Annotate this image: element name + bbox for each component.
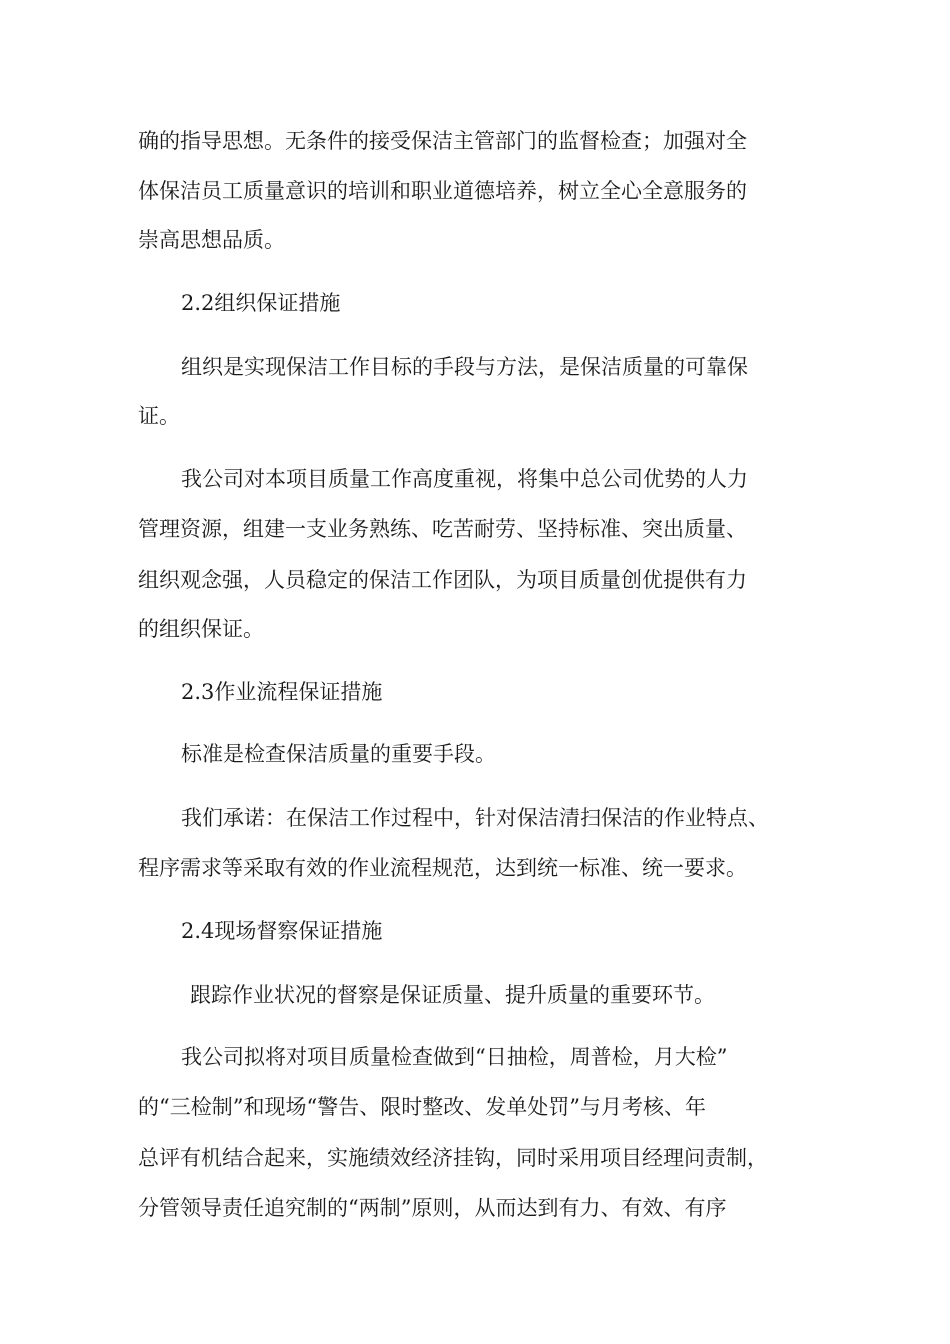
paragraph-line: 分管领导责任追究制的“两制”原则，从而达到有力、有效、有序: [138, 1196, 727, 1220]
paragraph-line: 证。: [138, 404, 180, 428]
paragraph-line: 崇高思想品质。: [138, 228, 285, 252]
section-heading-2-3: 2.3作业流程保证措施: [181, 680, 383, 704]
paragraph-line: 管理资源，组建一支业务熟练、吃苦耐劳、坚持标准、突出质量、: [138, 517, 747, 541]
paragraph-line: 总评有机结合起来，实施绩效经济挂钩，同时采用项目经理问责制，: [138, 1146, 768, 1170]
paragraph-line: 我们承诺：在保洁工作过程中，针对保洁清扫保洁的作业特点、: [181, 806, 769, 830]
paragraph-line: 组织观念强，人员稳定的保洁工作团队，为项目质量创优提供有力: [138, 568, 747, 592]
paragraph-line: 的组织保证。: [138, 617, 264, 641]
section-heading-2-4: 2.4现场督察保证措施: [181, 919, 383, 943]
paragraph-line: 我公司拟将对项目质量检查做到“日抽检，周普检，月大检”: [181, 1045, 728, 1069]
paragraph-line: 我公司对本项目质量工作高度重视，将集中总公司优势的人力: [181, 467, 748, 491]
paragraph-line: 跟踪作业状况的督察是保证质量、提升质量的重要环节。: [190, 983, 715, 1007]
paragraph-line: 标准是检查保洁质量的重要手段。: [181, 742, 496, 766]
paragraph-line: 组织是实现保洁工作目标的手段与方法，是保洁质量的可靠保: [181, 355, 748, 379]
paragraph-line: 程序需求等采取有效的作业流程规范，达到统一标准、统一要求。: [138, 856, 747, 880]
paragraph-line: 体保洁员工质量意识的培训和职业道德培养，树立全心全意服务的: [138, 179, 747, 203]
section-heading-2-2: 2.2组织保证措施: [181, 291, 341, 315]
paragraph-line: 确的指导思想。无条件的接受保洁主管部门的监督检查；加强对全: [138, 129, 747, 153]
paragraph-line: 的“三检制”和现场“警告、限时整改、发单处罚”与月考核、年: [138, 1095, 706, 1119]
